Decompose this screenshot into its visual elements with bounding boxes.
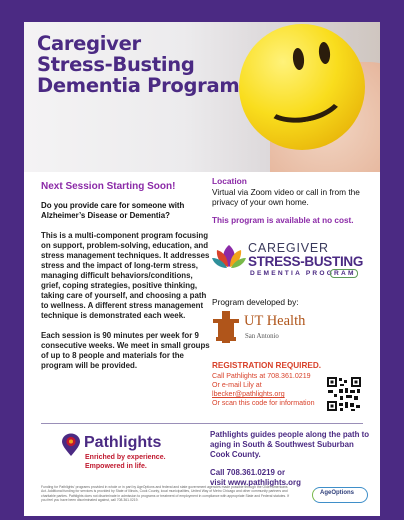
smiley-eye-right	[318, 41, 331, 64]
no-cost-note: This program is available at no cost.	[212, 216, 354, 226]
flyer	[24, 22, 380, 516]
tower-icon	[213, 311, 239, 343]
funding-disclaimer: Funding for Pathlights' programs provided in whole or in part by AgeOptions and federal and state government agencies made possible through the Older Americans Act. Additional funding for services is provided by State of Illinois, Cook County, local municipalities, United Way of Metro Chicago and other community partners and charitable parties. Pathlights does not discriminate in admission to programs or treatment of employment in compliance with appropriate State and Federal statutes. If you feel you have been discriminated against, call 708.361.0219.	[41, 485, 290, 502]
registration-call: Call Pathlights at 708.361.0219	[212, 372, 311, 381]
title-line-3: Dementia Program	[37, 74, 240, 97]
footer-website-link[interactable]: visit www.pathlights.org	[210, 477, 301, 487]
session-schedule: Each session is 90 minutes per week for 9 consecutive weeks. We meet in small groups of up to 8 people and materials for the program will be provided.	[41, 331, 210, 370]
ut-health-logo	[212, 311, 372, 351]
pathlights-logo	[61, 428, 201, 488]
footer-divider	[41, 423, 363, 424]
program-logo-line-2: STRESS-BUSTING	[248, 254, 364, 270]
pathlights-name: Pathlights	[84, 434, 162, 451]
partner-seal	[330, 269, 358, 278]
program-logo-line-3: DEMENTIA PROGRAM	[250, 270, 356, 278]
title-line-2: Stress-Busting	[37, 53, 195, 76]
mission-statement: Pathlights guides people along the path to aging in South & Southwest Suburban Cook County.	[210, 430, 370, 459]
smiley-eye-left	[292, 47, 305, 70]
agoptions-logo	[310, 485, 370, 505]
hero-banner	[24, 22, 380, 172]
location-body: Virtual via Zoom video or call in from the privacy of your own home.	[212, 187, 360, 208]
lotus-icon	[212, 243, 246, 269]
program-logo	[212, 239, 372, 285]
location-pin-icon	[61, 433, 81, 456]
next-session-heading: Next Session Starting Soon!	[41, 181, 176, 192]
registration-heading: REGISTRATION REQUIRED.	[212, 361, 322, 371]
program-description: This is a multi-component program focusing on support, problem-solving, education, and stress management techniques. It addresses stress and the impact of long-term stress, managing difficult behaviors/conditions, grief, coping strategies, positive thinking, taking care of yourself, and choosing a path to wellness. A different stress management technique is demonstrated each week.	[41, 231, 210, 320]
tagline-line-2: Empowered in life.	[85, 462, 147, 470]
right-column	[212, 176, 372, 408]
registration-email-link[interactable]: lbecker@pathlights.org	[212, 390, 285, 399]
left-column	[41, 181, 211, 381]
ut-health-sub: San Antonio	[245, 333, 279, 341]
developed-by-label: Program developed by:	[212, 297, 299, 308]
registration-scan: Or scan this code for information	[212, 399, 315, 408]
registration-email-prefix: Or e-mail Lily at	[212, 381, 262, 390]
smiley-mouth	[257, 65, 348, 129]
footer-contact	[210, 430, 370, 488]
tagline-line-1: Enriched by experience.	[85, 454, 166, 461]
footer-call: Call 708.361.0219 or	[210, 467, 286, 477]
qr-code-icon[interactable]	[326, 376, 362, 412]
page-title	[37, 33, 267, 96]
caregiver-question: Do you provide care for someone with Alzheimer’s Disease or Dementia?	[41, 201, 185, 220]
program-logo-line-1: CAREGIVER	[248, 241, 329, 256]
title-line-1: Caregiver	[37, 32, 141, 55]
location-heading: Location	[212, 176, 247, 186]
ut-health-name: UT Health	[244, 313, 306, 330]
agoptions-name: AgeOptions	[320, 490, 354, 496]
pathlights-tagline	[85, 454, 166, 471]
